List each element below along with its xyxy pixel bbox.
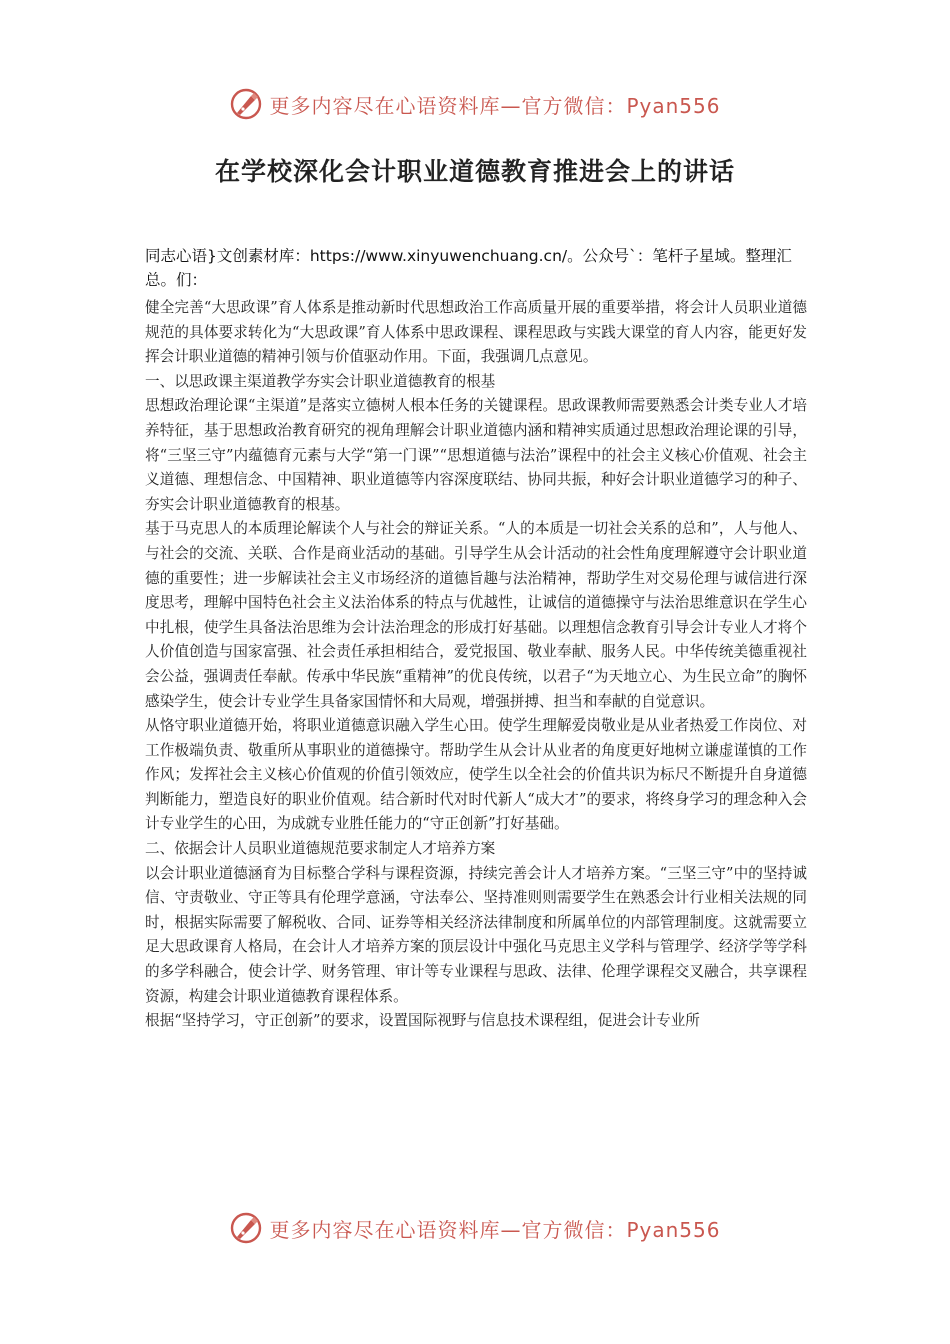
pen-nib-icon	[229, 1211, 263, 1245]
paragraph: 以会计职业道德涵育为目标整合学科与课程资源，持续完善会计人才培养方案。“三坚三守”中的坚持诚信、守责敬业、守正等具有伦理学意涵，守法奉公、坚持准则则需要学生在熟悉会计行业相关法规的同时，根据实际需要了解税收、合同、证券等相关经济法律制度和所属单位的内部管理制度。这就需要立足大思政课育人格局，在会计人才培养方案的顶层设计中强化马克思主义学科与管理学、经济学等学科的多学科融合，使会计学、财务管理、审计等专业课程与思政、法律、伦理学课程交叉融合，共享课程资源，构建会计职业道德教育课程体系。	[145, 864, 807, 1005]
section-heading-1: 一、以思政课主渠道教学夯实会计职业道德教育的根基	[145, 372, 496, 390]
header-banner[interactable]	[0, 82, 950, 126]
paragraph: 基于马克思人的本质理论解读个人与社会的辩证关系。“人的本质是一切社会关系的总和”，人与他人、与社会的交流、关联、合作是商业活动的基础。引导学生从会计活动的社会性角度理解遵守会计职业道德的重要性；进一步解读社会主义市场经济的道德旨趣与法治精神，帮助学生对交易伦理与诚信进行深度思考，理解中国特色社会主义法治体系的特点与优越性，让诚信的道德操守与法治思维意识在学生心中扎根，使学生具备法治思维为会计法治理念的形成打好基础。以理想信念教育引导会计专业人才将个人价值创造与国家富强、社会责任承担相结合，爱党报国、敬业奉献、服务人民。中华传统美德重视社会公益，强调责任奉献。传承中华民族“重精神”的优良传统，以君子“为天地立心、为生民立命”的胸怀感染学生，使会计专业学生具备家国情怀和大局观，增强拼搏、担当和奉献的自觉意识。	[145, 520, 807, 710]
pen-nib-icon	[229, 87, 263, 121]
source-line: 同志心语}文创素材库：https://www.xinyuwenchuang.cn/。公众号`：笔杆子星域。整理汇总。们：	[145, 247, 792, 289]
paragraph: 根据“坚持学习，守正创新”的要求，设置国际视野与信息技术课程组，促进会计专业所	[145, 1012, 700, 1030]
banner-text: 更多内容尽在心语资料库—官方微信：Pyan556	[269, 93, 721, 118]
paragraph: 从恪守职业道德开始，将职业道德意识融入学生心田。使学生理解爱岗敬业是从业者热爱工作岗位、对工作极端负责、敬重所从事职业的道德操守。帮助学生从会计从业者的角度更好地树立谦虚谨慎的工作作风；发挥社会主义核心价值观的价值引领效应，使学生以全社会的价值共识为标尺不断提升自身道德判断能力，塑造良好的职业价值观。结合新时代对时代新人“成大才”的要求，将终身学习的理念种入会计专业学生的心田，为成就专业胜任能力的“守正创新”打好基础。	[145, 717, 807, 833]
banner-text: 更多内容尽在心语资料库—官方微信：Pyan556	[269, 1217, 721, 1242]
footer-banner[interactable]	[0, 1206, 950, 1250]
document-body	[145, 296, 807, 1034]
section-heading-2: 二、依据会计人员职业道德规范要求制定人才培养方案	[145, 840, 496, 858]
paragraph: 思想政治理论课“主渠道”是落实立德树人根本任务的关键课程。思政课教师需要熟悉会计类专业人才培养特征，基于思想政治教育研究的视角理解会计职业道德内涵和精神实质通过思想政治理论课的引导，将“三坚三守”内蕴德育元素与大学“第一门课”“思想道德与法治”课程中的社会主义核心价值观、社会主义道德、理想信念、中国精神、职业道德等内容深度联结、协同共振，种好会计职业道德学习的种子、夯实会计职业道德教育的根基。	[145, 397, 807, 513]
paragraph-intro: 健全完善“大思政课”育人体系是推动新时代思想政治工作高质量开展的重要举措，将会计人员职业道德规范的具体要求转化为“大思政课”育人体系中思政课程、课程思政与实践大课堂的育人内容，能更好发挥会计职业道德的精神引领与价值驱动作用。下面，我强调几点意见。	[145, 299, 807, 366]
document-title: 在学校深化会计职业道德教育推进会上的讲话	[214, 157, 735, 186]
